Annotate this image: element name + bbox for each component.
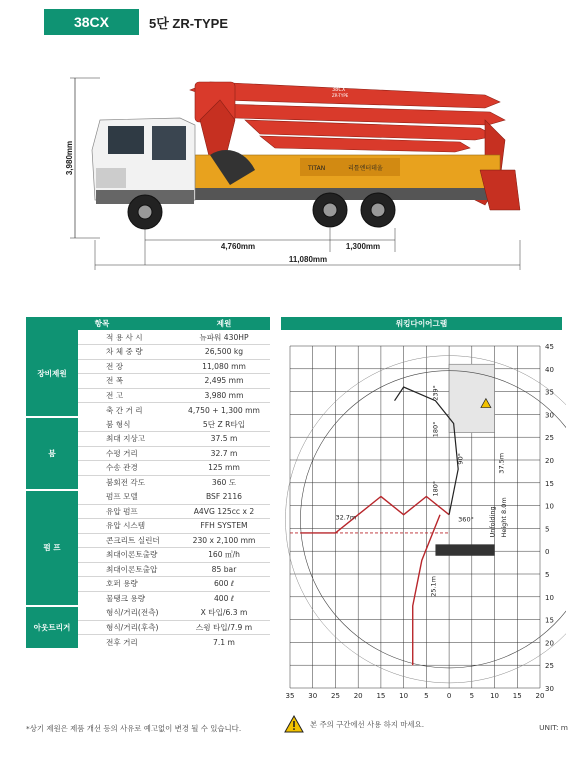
- truck-drawing: [60, 60, 530, 275]
- diagram-label-angle1: 239°: [431, 385, 440, 401]
- spec-value: 뉴파워 430HP: [178, 330, 270, 345]
- spec-value: 600 ℓ: [178, 577, 270, 592]
- height-label: 3,980mm: [65, 140, 74, 176]
- y-tick-label: 25: [545, 662, 554, 671]
- spec-item: 최대이론토출압: [78, 562, 178, 577]
- spec-item: 최대 지상고: [78, 432, 178, 447]
- y-tick-label: 10: [545, 593, 554, 602]
- spec-item: 전 장: [78, 359, 178, 374]
- boom-text-type: ZR-TYPE: [332, 93, 349, 98]
- diagram-label-unfolding-height: Height 8.0m: [499, 497, 508, 538]
- spec-item: 형식/거리(전측): [78, 606, 178, 621]
- diagram-label-angle3: 180°: [431, 480, 440, 497]
- spec-value: 160 ㎥/h: [178, 548, 270, 563]
- spec-category: 장비제원: [26, 330, 78, 417]
- wheelbase2-label: 1,300mm: [345, 242, 381, 251]
- y-tick-label: 40: [545, 365, 554, 374]
- spec-item: 전 고: [78, 388, 178, 403]
- spec-category: 펌 프: [26, 490, 78, 606]
- spec-item: 적 용 사 시: [78, 330, 178, 345]
- working-diagram: [278, 336, 566, 706]
- x-tick-label: 35: [285, 692, 295, 700]
- spec-item: 붐회전 각도: [106, 478, 146, 487]
- diagram-label-max-height: 37.5m: [497, 452, 506, 474]
- y-tick-label: 20: [545, 639, 554, 648]
- spec-value: 7.1 m: [213, 637, 235, 647]
- spec-item: 수송 관경: [78, 461, 178, 476]
- page-header: [44, 9, 228, 35]
- y-tick-label: 45: [545, 343, 554, 351]
- spec-table: [26, 317, 270, 650]
- y-tick-label: 25: [545, 434, 554, 443]
- spec-value: 스윙 타입/7.9 m: [178, 620, 270, 635]
- spec-value: BSF 2116: [178, 490, 270, 505]
- reach-arc-outer: [285, 356, 566, 683]
- diagram-label-depth: 25.1m: [429, 575, 438, 597]
- model-badge: 38CX: [44, 9, 139, 35]
- diagram-label-angle4: 90°: [456, 453, 465, 465]
- unit-label: UNIT: m: [539, 723, 568, 732]
- spec-value: 2,495 mm: [178, 374, 270, 389]
- y-tick-label: 0: [545, 548, 550, 557]
- x-tick-label: 25: [330, 692, 340, 700]
- x-tick-label: 0: [446, 692, 452, 700]
- spec-item: 호퍼 용량: [78, 577, 178, 592]
- spec-item: 붐 형식: [78, 417, 178, 432]
- body-text-company: 리틀엔터데울: [348, 165, 383, 172]
- body-text-brand: TITAN: [308, 165, 326, 172]
- y-tick-label: 20: [545, 457, 554, 465]
- spec-value: 3,980 mm: [178, 388, 270, 403]
- warning-zone: [449, 364, 494, 432]
- spec-row: [26, 606, 270, 621]
- spec-value: FFH SYSTEM: [178, 519, 270, 534]
- y-tick-label: 30: [545, 411, 554, 420]
- diagram-label-horizontal-reach: 32.7m: [335, 513, 357, 522]
- diagram-label-angle2: 180°: [431, 421, 440, 438]
- spec-value: 4,750 + 1,300 mm: [188, 405, 260, 415]
- spec-item: 펌프 모델: [78, 490, 178, 505]
- y-tick-label: 10: [545, 502, 554, 511]
- y-tick-label: 35: [545, 388, 554, 397]
- working-diagram-svg: [278, 336, 566, 706]
- spec-row: [26, 330, 270, 345]
- spec-item: 최대이론토출량: [78, 548, 178, 563]
- spec-value: 400 ℓ: [213, 594, 235, 603]
- spec-value: 230 x 2,100 mm: [178, 533, 270, 548]
- spec-value: 11,080 mm: [178, 359, 270, 374]
- spec-value: 5단 Z R타입: [178, 417, 270, 432]
- y-tick-label: 5: [545, 525, 550, 534]
- spec-category: 아웃트리거: [26, 606, 78, 650]
- y-tick-label: 15: [545, 616, 554, 625]
- x-tick-label: 10: [399, 692, 409, 700]
- hopper: [480, 170, 520, 210]
- spec-item: 형식/거리(후측): [78, 620, 178, 635]
- boom-horizontal: [300, 496, 449, 532]
- boom-text-model: 38CX: [332, 87, 346, 93]
- truck-silhouette: [435, 544, 494, 555]
- spec-item: 유압 펌프: [78, 504, 178, 519]
- spec-item: 축 간 거 리: [106, 405, 143, 415]
- truck-cab: [92, 118, 195, 204]
- spec-value: 125 mm: [178, 461, 270, 476]
- spec-table-body: [26, 330, 270, 649]
- x-tick-label: 20: [535, 692, 545, 700]
- y-tick-label: 30: [545, 685, 554, 693]
- spec-value: 26,500 kg: [178, 345, 270, 360]
- spec-value: A4VG 125cc x 2: [178, 504, 270, 519]
- spec-item: 차 체 중 량: [78, 345, 178, 360]
- x-tick-label: 5: [424, 692, 429, 700]
- spec-category: 붐: [26, 417, 78, 490]
- spec-table-header: [26, 317, 270, 330]
- spec-item: 콘크리트 실린더: [78, 533, 178, 548]
- spec-value: 32.7 m: [178, 446, 270, 461]
- truck-illustration: [60, 60, 530, 275]
- length-label: 11,080mm: [288, 255, 328, 264]
- spec-row: [26, 490, 270, 505]
- warning-text: 본 주의 구간에선 사용 하지 마세요.: [310, 719, 425, 729]
- wheelbase1-label: 4,760mm: [220, 242, 256, 251]
- x-tick-label: 15: [376, 692, 386, 700]
- x-tick-label: 15: [512, 692, 522, 700]
- spec-item: 전 폭: [78, 374, 178, 389]
- spec-value: 37.5 m: [178, 432, 270, 447]
- x-tick-label: 30: [308, 692, 318, 700]
- diagram-label-unfolding: Unfolding: [488, 506, 497, 538]
- spec-header-value: 제원: [178, 317, 270, 330]
- y-tick-label: 5: [545, 571, 550, 579]
- warning-icon: [284, 715, 304, 733]
- y-tick-label: 15: [545, 479, 554, 488]
- spec-header-item: 항목: [26, 317, 178, 330]
- warning-note: [284, 715, 424, 733]
- x-tick-label: 5: [469, 692, 475, 700]
- truck-body: [195, 150, 520, 210]
- spec-item: 유압 시스템: [78, 519, 178, 534]
- spec-value: X 타입/6.3 m: [178, 606, 270, 621]
- spec-item: 물탱크 용량: [106, 594, 146, 603]
- model-type: 5단 ZR-TYPE: [149, 15, 229, 31]
- diagram-label-slew: 360°: [458, 515, 474, 524]
- x-tick-label: 20: [353, 692, 363, 700]
- diagram-title: 워킹다이어그램: [281, 317, 562, 330]
- spec-item: 전후 거리: [106, 637, 138, 647]
- footnote: *상기 제원은 제품 개선 등의 사유로 예고없이 변경 될 수 있습니다.: [26, 724, 242, 733]
- spec-value: 85 bar: [178, 562, 270, 577]
- spec-row: [26, 417, 270, 432]
- spec-value: 360 도: [211, 478, 237, 487]
- x-tick-label: 10: [490, 692, 500, 700]
- spec-item: 수평 거리: [78, 446, 178, 461]
